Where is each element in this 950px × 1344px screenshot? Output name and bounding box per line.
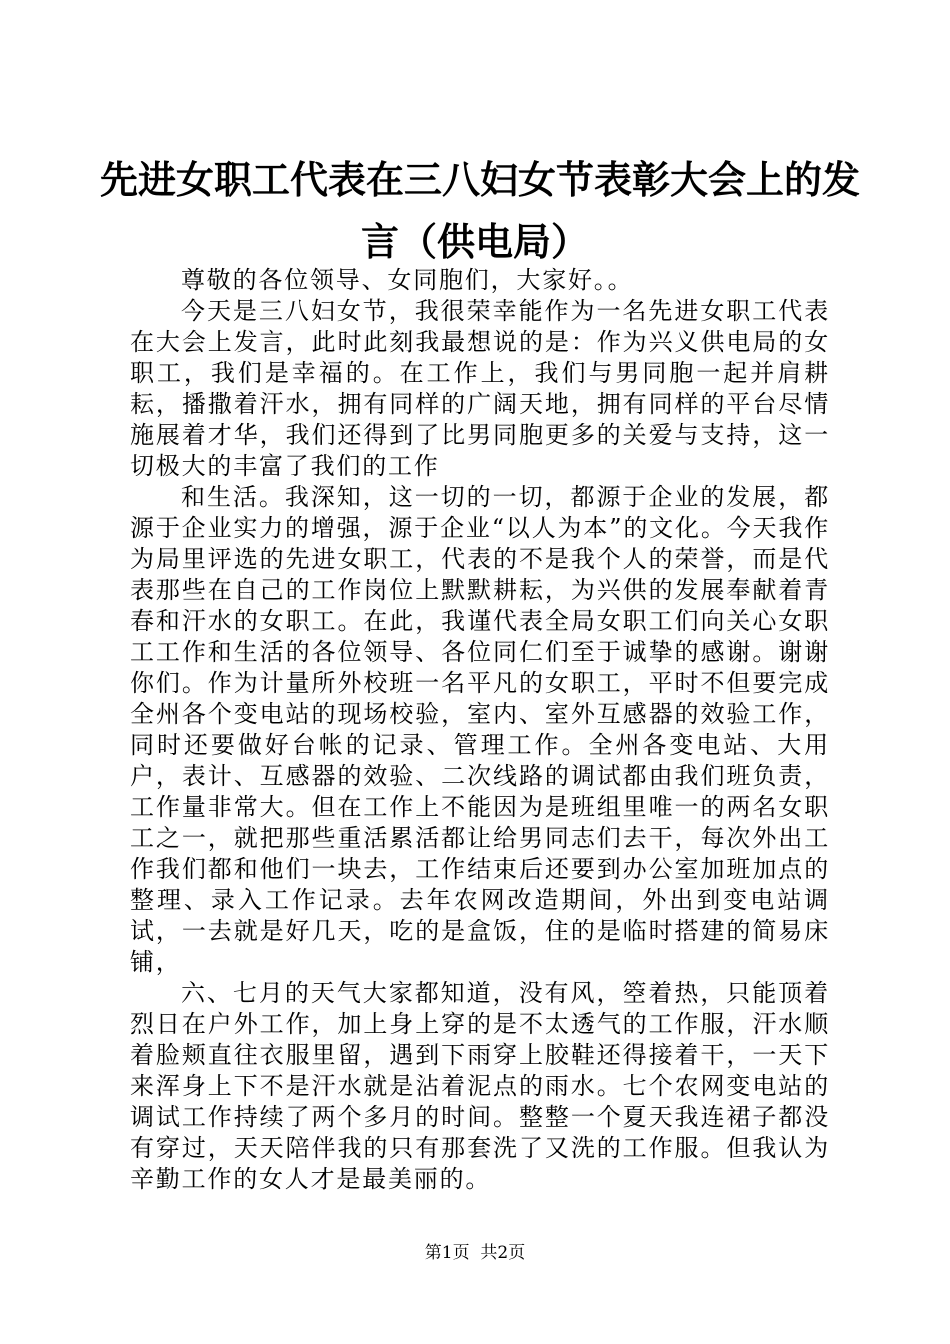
document-title-line-1: 先进女职工代表在三八妇女节表彰大会上的发 xyxy=(100,157,861,202)
page-number: 第1页 xyxy=(424,1243,470,1263)
footer-spacer xyxy=(470,1243,481,1263)
document-body xyxy=(130,265,830,1195)
paragraph-greeting: 尊敬的各位领导、女同胞们，大家好。。 xyxy=(181,266,634,294)
page-total: 共2页 xyxy=(480,1243,526,1263)
paragraph-1: 今天是三八妇女节，我很荣幸能作为一名先进女职工代表在大会上发言，此时此刻我最想说的是：作为兴义供电局的女职工，我们是幸福的。在工作上，我们与男同胞一起并肩耕耘，播撒着汗水，拥有同样的广阔天地，拥有同样的平台尽情施展着才华，我们还得到了比男同胞更多的关爱与支持，这一切极大的丰富了我们的工作 xyxy=(130,297,830,480)
document-title-line-2: 言（供电局） xyxy=(360,219,589,264)
paragraph-2: 和生活。我深知，这一切的一切，都源于企业的发展，都源于企业实力的增强，源于企业“以人为本”的文化。今天我作为局里评选的先进女职工，代表的不是我个人的荣誉，而是代表那些在自己的工作岗位上默默耕耘，为兴供的发展奉献着青春和汗水的女职工。在此，我谨代表全局女职工们向关心女职工工作和生活的各位领导、各位同仁们至于诚挚的感谢。谢谢你们。作为计量所外校班一名平凡的女职工，平时不但要完成全州各个变电站的现场校验，室内、室外互感器的效验工作，同时还要做好台帐的记录、管理工作。全州各变电站、大用户，表计、互感器的效验、二次线路的调试都由我们班负责，工作量非常大。但在工作上不能因为是班组里唯一的两名女职工之一，就把那些重活累活都让给男同志们去干，每次外出工作我们都和他们一块去，工作结束后还要到办公室加班加点的整理、录入工作记录。去年农网改造期间，外出到变电站调试，一去就是好几天，吃的是盒饭，住的是临时搭建的简易床铺， xyxy=(130,483,830,976)
page-footer xyxy=(0,1241,950,1265)
paragraph-3: 六、七月的天气大家都知道，没有风，箜着热，只能顶着烈日在户外工作，加上身上穿的是不太透气的工作服，汗水顺着脸颊直往衣服里留，遇到下雨穿上胶鞋还得接着干，一天下来浑身上下不是汗水就是沾着泥点的雨水。七个农网变电站的调试工作持续了两个多月的时间。整整一个夏天我连裙子都没有穿过，天天陪伴我的只有那套洗了又洗的工作服。但我认为辛勤工作的女人才是最美丽的。 xyxy=(130,979,830,1193)
